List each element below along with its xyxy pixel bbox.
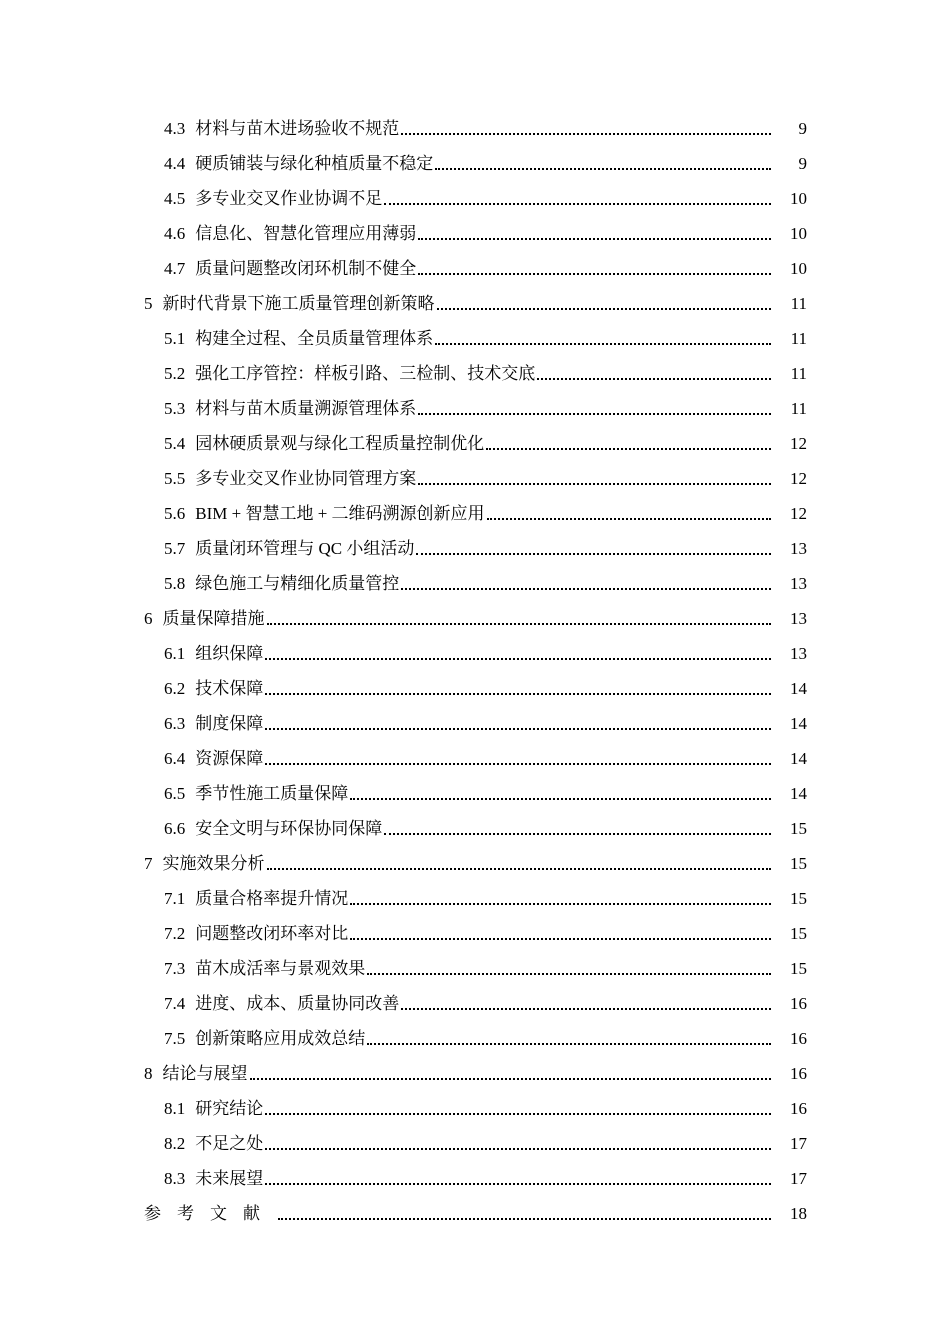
toc-entry[interactable]	[0, 111, 950, 146]
toc-entry[interactable]	[0, 216, 950, 251]
toc-entry-page: 14	[790, 784, 807, 803]
toc-entry[interactable]	[0, 461, 950, 496]
toc-entry[interactable]	[0, 636, 950, 671]
toc-entry-number: 7.4	[164, 994, 186, 1013]
toc-entry-title: 苗木成活率与景观效果	[195, 959, 366, 978]
toc-entry[interactable]	[0, 776, 950, 811]
toc-dot-leader	[487, 517, 771, 520]
toc-entry-page: 11	[790, 399, 807, 418]
toc-entry[interactable]	[0, 251, 950, 286]
toc-entry[interactable]	[0, 741, 950, 776]
toc-entry-number: 5.5	[164, 469, 186, 488]
toc-entry-title: 质量闭环管理与 QC 小组活动	[195, 539, 415, 558]
toc-dot-leader	[265, 1147, 771, 1150]
toc-dot-leader	[350, 797, 771, 800]
toc-entry-title: 材料与苗木质量溯源管理体系	[195, 399, 417, 418]
toc-entry[interactable]	[0, 986, 950, 1021]
toc-entry-number: 7.3	[164, 959, 186, 978]
toc-entry-number: 4.7	[164, 259, 186, 278]
toc-dot-leader	[401, 1007, 771, 1010]
toc-dot-leader	[437, 307, 772, 310]
toc-entry-number: 8.2	[164, 1134, 186, 1153]
toc-dot-leader	[265, 1112, 771, 1115]
toc-entry-page: 12	[790, 504, 807, 523]
toc-entry-number: 5.4	[164, 434, 186, 453]
toc-dot-leader	[401, 587, 771, 590]
toc-entry-number: 5.2	[164, 364, 186, 383]
toc-entry-page: 17	[790, 1169, 807, 1188]
toc-entry-number: 6.4	[164, 749, 186, 768]
toc-entry-page: 16	[790, 1064, 807, 1083]
toc-entry-number: 6.6	[164, 819, 186, 838]
toc-entry[interactable]	[0, 181, 950, 216]
toc-entry-title: 研究结论	[195, 1099, 264, 1118]
toc-dot-leader	[418, 237, 771, 240]
toc-entry-title: 构建全过程、全员质量管理体系	[195, 329, 434, 348]
toc-dot-leader	[267, 867, 772, 870]
toc-entry-title: 园林硬质景观与绿化工程质量控制优化	[195, 434, 485, 453]
toc-entry-number: 7.5	[164, 1029, 186, 1048]
toc-dot-leader	[384, 202, 771, 205]
toc-entry-title: 信息化、智慧化管理应用薄弱	[195, 224, 417, 243]
toc-entry[interactable]	[0, 496, 950, 531]
toc-entry-page: 13	[790, 644, 807, 663]
toc-entry-number: 6.2	[164, 679, 186, 698]
toc-entry[interactable]	[0, 951, 950, 986]
toc-entry-title: 未来展望	[195, 1169, 264, 1188]
toc-dot-leader	[367, 972, 771, 975]
toc-entry-page: 15	[790, 924, 807, 943]
toc-entry-page: 15	[790, 889, 807, 908]
toc-entry-title: 硬质铺装与绿化种植质量不稳定	[195, 154, 434, 173]
toc-entry-number: 8.1	[164, 1099, 186, 1118]
toc-dot-leader	[267, 622, 772, 625]
toc-entry-title: 质量保障措施	[162, 609, 265, 628]
toc-entry-title: 技术保障	[195, 679, 264, 698]
toc-dot-leader	[350, 902, 771, 905]
toc-dot-leader	[384, 832, 771, 835]
toc-entry-page: 13	[790, 574, 807, 593]
table-of-contents	[0, 111, 950, 1231]
toc-entry-number: 5.6	[164, 504, 186, 523]
toc-entry-number: 7.2	[164, 924, 186, 943]
toc-entry[interactable]	[0, 356, 950, 391]
toc-entry[interactable]	[0, 566, 950, 601]
toc-entry-title: 参考文献	[144, 1204, 276, 1223]
toc-dot-leader	[265, 1182, 771, 1185]
toc-entry-number: 4.6	[164, 224, 186, 243]
toc-entry-page: 18	[790, 1204, 807, 1223]
toc-entry-title: 问题整改闭环率对比	[195, 924, 349, 943]
toc-entry-page: 10	[790, 189, 807, 208]
toc-entry-page: 16	[790, 1029, 807, 1048]
toc-dot-leader	[418, 482, 771, 485]
toc-entry-number: 6.5	[164, 784, 186, 803]
toc-entry-number: 5.8	[164, 574, 186, 593]
toc-dot-leader	[537, 377, 771, 380]
toc-dot-leader	[401, 132, 771, 135]
toc-entry[interactable]	[0, 706, 950, 741]
toc-entry-page: 17	[790, 1134, 807, 1153]
toc-entry-number: 6	[144, 609, 153, 628]
toc-entry-number: 7	[144, 854, 153, 873]
toc-entry[interactable]	[0, 1091, 950, 1126]
toc-dot-leader	[250, 1077, 772, 1080]
toc-dot-leader	[265, 692, 771, 695]
toc-entry-page: 14	[790, 714, 807, 733]
toc-entry-page: 12	[790, 434, 807, 453]
toc-entry[interactable]	[0, 426, 950, 461]
toc-entry-page: 16	[790, 994, 807, 1013]
toc-dot-leader	[435, 342, 771, 345]
toc-entry-number: 6.3	[164, 714, 186, 733]
toc-entry-number: 5	[144, 294, 153, 313]
toc-entry-title: 制度保障	[195, 714, 264, 733]
toc-entry[interactable]	[0, 846, 950, 881]
toc-dot-leader	[435, 167, 771, 170]
toc-entry-title: 多专业交叉作业协同管理方案	[195, 469, 417, 488]
toc-entry-number: 5.7	[164, 539, 186, 558]
toc-dot-leader	[265, 762, 771, 765]
toc-entry-page: 15	[790, 819, 807, 838]
toc-entry-number: 5.3	[164, 399, 186, 418]
toc-entry[interactable]	[0, 671, 950, 706]
toc-entry-title: BIM + 智慧工地 + 二维码溯源创新应用	[195, 504, 485, 523]
toc-entry-page: 15	[790, 959, 807, 978]
toc-entry-title: 创新策略应用成效总结	[195, 1029, 366, 1048]
toc-entry[interactable]	[0, 811, 950, 846]
toc-dot-leader	[367, 1042, 771, 1045]
toc-entry-page: 13	[790, 539, 807, 558]
toc-entry-page: 14	[790, 749, 807, 768]
toc-entry[interactable]	[0, 146, 950, 181]
toc-entry-title: 实施效果分析	[162, 854, 265, 873]
toc-entry-page: 11	[790, 329, 807, 348]
toc-entry-title: 强化工序管控：样板引路、三检制、技术交底	[195, 364, 536, 383]
toc-entry-title: 材料与苗木进场验收不规范	[195, 119, 400, 138]
toc-entry-page: 14	[790, 679, 807, 698]
toc-dot-leader	[265, 727, 771, 730]
toc-entry[interactable]	[0, 1126, 950, 1161]
toc-dot-leader	[486, 447, 771, 450]
toc-dot-leader	[418, 412, 771, 415]
toc-entry[interactable]	[0, 1196, 950, 1231]
toc-entry[interactable]	[0, 531, 950, 566]
toc-entry-title: 季节性施工质量保障	[195, 784, 349, 803]
toc-dot-leader	[350, 937, 771, 940]
toc-entry-title: 进度、成本、质量协同改善	[195, 994, 400, 1013]
toc-entry-title: 资源保障	[195, 749, 264, 768]
toc-dot-leader	[265, 657, 771, 660]
toc-entry-title: 绿色施工与精细化质量管控	[195, 574, 400, 593]
toc-entry-title: 不足之处	[195, 1134, 264, 1153]
toc-dot-leader	[278, 1217, 771, 1220]
toc-entry[interactable]	[0, 601, 950, 636]
toc-entry[interactable]	[0, 881, 950, 916]
toc-entry[interactable]	[0, 1056, 950, 1091]
toc-entry-number: 7.1	[164, 889, 186, 908]
toc-entry-page: 15	[790, 854, 807, 873]
toc-entry[interactable]	[0, 1161, 950, 1196]
toc-entry-page: 11	[790, 294, 807, 313]
toc-entry-page: 11	[790, 364, 807, 383]
toc-entry-page: 9	[798, 154, 807, 173]
toc-entry-title: 质量问题整改闭环机制不健全	[195, 259, 417, 278]
toc-entry-number: 8	[144, 1064, 153, 1083]
toc-entry[interactable]	[0, 286, 950, 321]
toc-entry[interactable]	[0, 391, 950, 426]
toc-entry-title: 质量合格率提升情况	[195, 889, 349, 908]
toc-dot-leader	[416, 552, 771, 555]
toc-entry-page: 10	[790, 224, 807, 243]
toc-entry[interactable]	[0, 321, 950, 356]
toc-entry-number: 6.1	[164, 644, 186, 663]
toc-entry[interactable]	[0, 1021, 950, 1056]
toc-entry-number: 5.1	[164, 329, 186, 348]
toc-entry-title: 多专业交叉作业协调不足	[195, 189, 383, 208]
toc-entry-title: 结论与展望	[162, 1064, 248, 1083]
toc-entry-title: 组织保障	[195, 644, 264, 663]
toc-entry-number: 4.3	[164, 119, 186, 138]
toc-entry-title: 安全文明与环保协同保障	[195, 819, 383, 838]
toc-entry-number: 4.4	[164, 154, 186, 173]
toc-entry-page: 9	[798, 119, 807, 138]
toc-entry-page: 13	[790, 609, 807, 628]
toc-dot-leader	[418, 272, 771, 275]
toc-entry-number: 8.3	[164, 1169, 186, 1188]
toc-entry[interactable]	[0, 916, 950, 951]
toc-entry-title: 新时代背景下施工质量管理创新策略	[162, 294, 435, 313]
toc-entry-page: 16	[790, 1099, 807, 1118]
toc-entry-page: 12	[790, 469, 807, 488]
toc-entry-page: 10	[790, 259, 807, 278]
toc-entry-number: 4.5	[164, 189, 186, 208]
